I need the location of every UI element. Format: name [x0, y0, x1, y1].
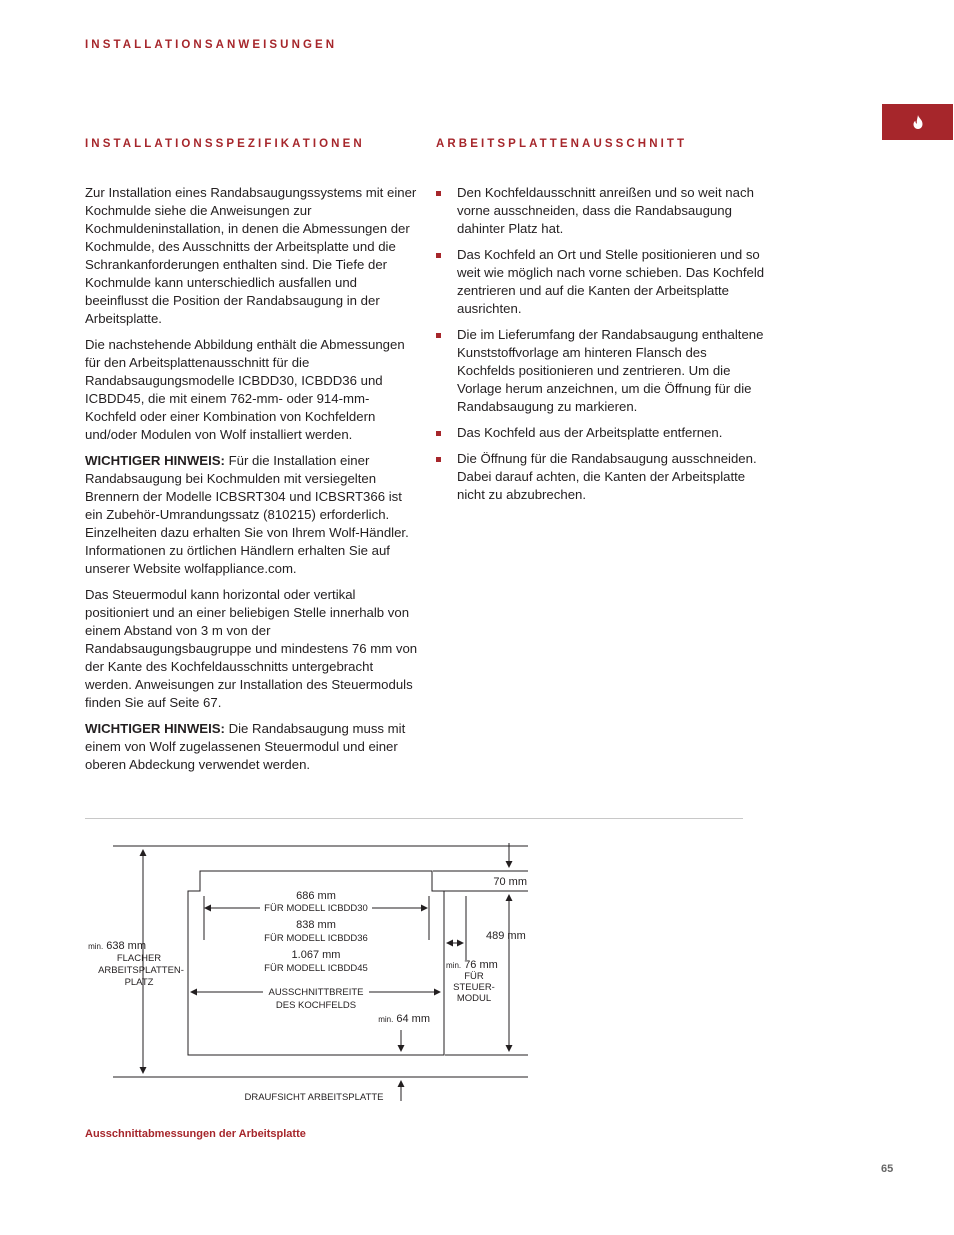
front-clearance-label: min. 64 mm: [378, 1013, 430, 1025]
side-desc-2: STEUER-: [453, 982, 495, 993]
bullet-icon: [436, 333, 441, 338]
depth-desc-1: FLACHER: [116, 953, 162, 964]
list-item: Den Kochfeldausschnitt anreißen und so weit nach vorne ausschneiden, dass die Randabsaugung dahinter Platz hat.: [436, 184, 766, 238]
note-label: WICHTIGER HINWEIS:: [85, 453, 225, 468]
steps-list: [436, 184, 766, 504]
note-label: WICHTIGER HINWEIS:: [85, 721, 225, 736]
left-column-text: [85, 184, 420, 782]
paragraph: Die nachstehende Abbildung enthält die Abmessungen für den Arbeitsplattenausschnitt für die Randabsaugungsmodelle ICBDD30, ICBDD36 und ICBDD45, die mit einem 762-mm- oder 914-mm-Kochfeld oder einer Kombination von Kochfeldern und/oder Modulen von Wolf installiert werden.: [85, 337, 405, 442]
cutout-depth-label: 489 mm: [486, 930, 526, 942]
view-label: DRAUFSICHT ARBEITSPLATTE: [244, 1092, 384, 1103]
side-clearance-label: min. 76 mm: [446, 959, 498, 971]
paragraph: Das Steuermodul kann horizontal oder vertikal positioniert und an einer beliebigen Stelle innerhalb von einem Abstand von 3 m von der Randabsaugungsbaugruppe und mindestens 76 mm von der Kante des Kochfeldausschnitts untergebracht werden. Anweisungen zur Installation des Steuermoduls finden Sie auf Seite 67.: [85, 587, 418, 710]
section-title-installation-specs: INSTALLATIONSSPEZIFIKATIONEN: [85, 138, 365, 150]
section-divider: [85, 818, 743, 819]
side-desc-3: MODUL: [456, 993, 492, 1004]
section-tab: [882, 104, 953, 140]
width-icbdd30-model: FÜR MODELL ICBDD30: [264, 903, 368, 914]
cutout-width-label-1: AUSSCHNITTBREITE: [268, 987, 364, 998]
list-item: Die Öffnung für die Randabsaugung ausschneiden. Dabei darauf achten, die Kanten der Arbeitsplatte nicht zu abzubrechen.: [436, 450, 766, 504]
page-number: 65: [881, 1163, 894, 1175]
width-icbdd30-value: 686 mm: [296, 890, 336, 902]
depth-label: min. 638 mm: [88, 940, 146, 952]
bullet-icon: [436, 431, 441, 436]
list-item: Das Kochfeld an Ort und Stelle positionieren und so weit wie möglich nach vorne schieben. Das Kochfeld zentrieren und auf die Kanten der Arbeitsplatte ausrichten.: [436, 246, 766, 318]
list-item: Das Kochfeld aus der Arbeitsplatte entfernen.: [436, 424, 766, 442]
cutout-diagram: [0, 830, 560, 1115]
cutout-width-label-2: DES KOCHFELDS: [275, 1000, 357, 1011]
paragraph: Zur Installation eines Randabsaugungssystems mit einer Kochmulde siehe die Anweisungen zur Kochmuldeninstallation, in denen die Abmessungen der Kochmulde, des Ausschnitts der Arbeitsplatte und die Schrankanforderungen enthalten sind. Die Tiefe der Kochmulde kann unterschiedlich ausfallen und beeinflusst die Position der Randabsaugung in der Arbeitsplatte.: [85, 185, 417, 326]
depth-desc-2: ARBEITSPLATTEN-: [98, 965, 184, 976]
right-column-steps: [436, 184, 766, 512]
note-text: Die Randabsaugung muss mit einem von Wolf zugelassenen Steuermodul und einer oberen Abdeckung verwendet werden.: [85, 721, 406, 772]
width-icbdd45-model: FÜR MODELL ICBDD45: [264, 963, 368, 974]
list-item: Die im Lieferumfang der Randabsaugung enthaltene Kunststoffvorlage am hinteren Flansch des Kochfelds positionieren und zentrieren. Um die Vorlage herum anzeichnen, um die Öffnung für die Randabsaugung zu markieren.: [436, 326, 766, 416]
flame-icon: [912, 115, 924, 129]
section-title-countertop-cutout: ARBEITSPLATTENAUSSCHNITT: [436, 138, 688, 150]
note-paragraph: [85, 452, 420, 578]
side-desc-1: FÜR: [464, 971, 484, 982]
bullet-icon: [436, 191, 441, 196]
page-header-title: INSTALLATIONSANWEISUNGEN: [85, 39, 338, 51]
note-text: Für die Installation einer Randabsaugung bei Kochmulden mit versiegelten Brennern der Modelle ICBSRT304 und ICBSRT366 ist ein Zubehör-Umrandungssatz (810215) erforderlich. Einzelheiten dazu erhalten Sie von Ihrem Wolf-Händler. Informationen zu örtlichen Händlern erhalten Sie auf unserer Website wolfappliance.com.: [85, 453, 409, 576]
figure-caption: Ausschnittabmessungen der Arbeitsplatte: [85, 1128, 306, 1140]
note-paragraph: [85, 720, 420, 774]
back-distance-label: 70 mm: [493, 876, 527, 888]
width-icbdd36-value: 838 mm: [296, 919, 336, 931]
width-icbdd45-value: 1.067 mm: [291, 949, 341, 961]
bullet-icon: [436, 253, 441, 258]
depth-desc-3: PLATZ: [124, 977, 154, 988]
bullet-icon: [436, 457, 441, 462]
width-icbdd36-model: FÜR MODELL ICBDD36: [264, 933, 368, 944]
